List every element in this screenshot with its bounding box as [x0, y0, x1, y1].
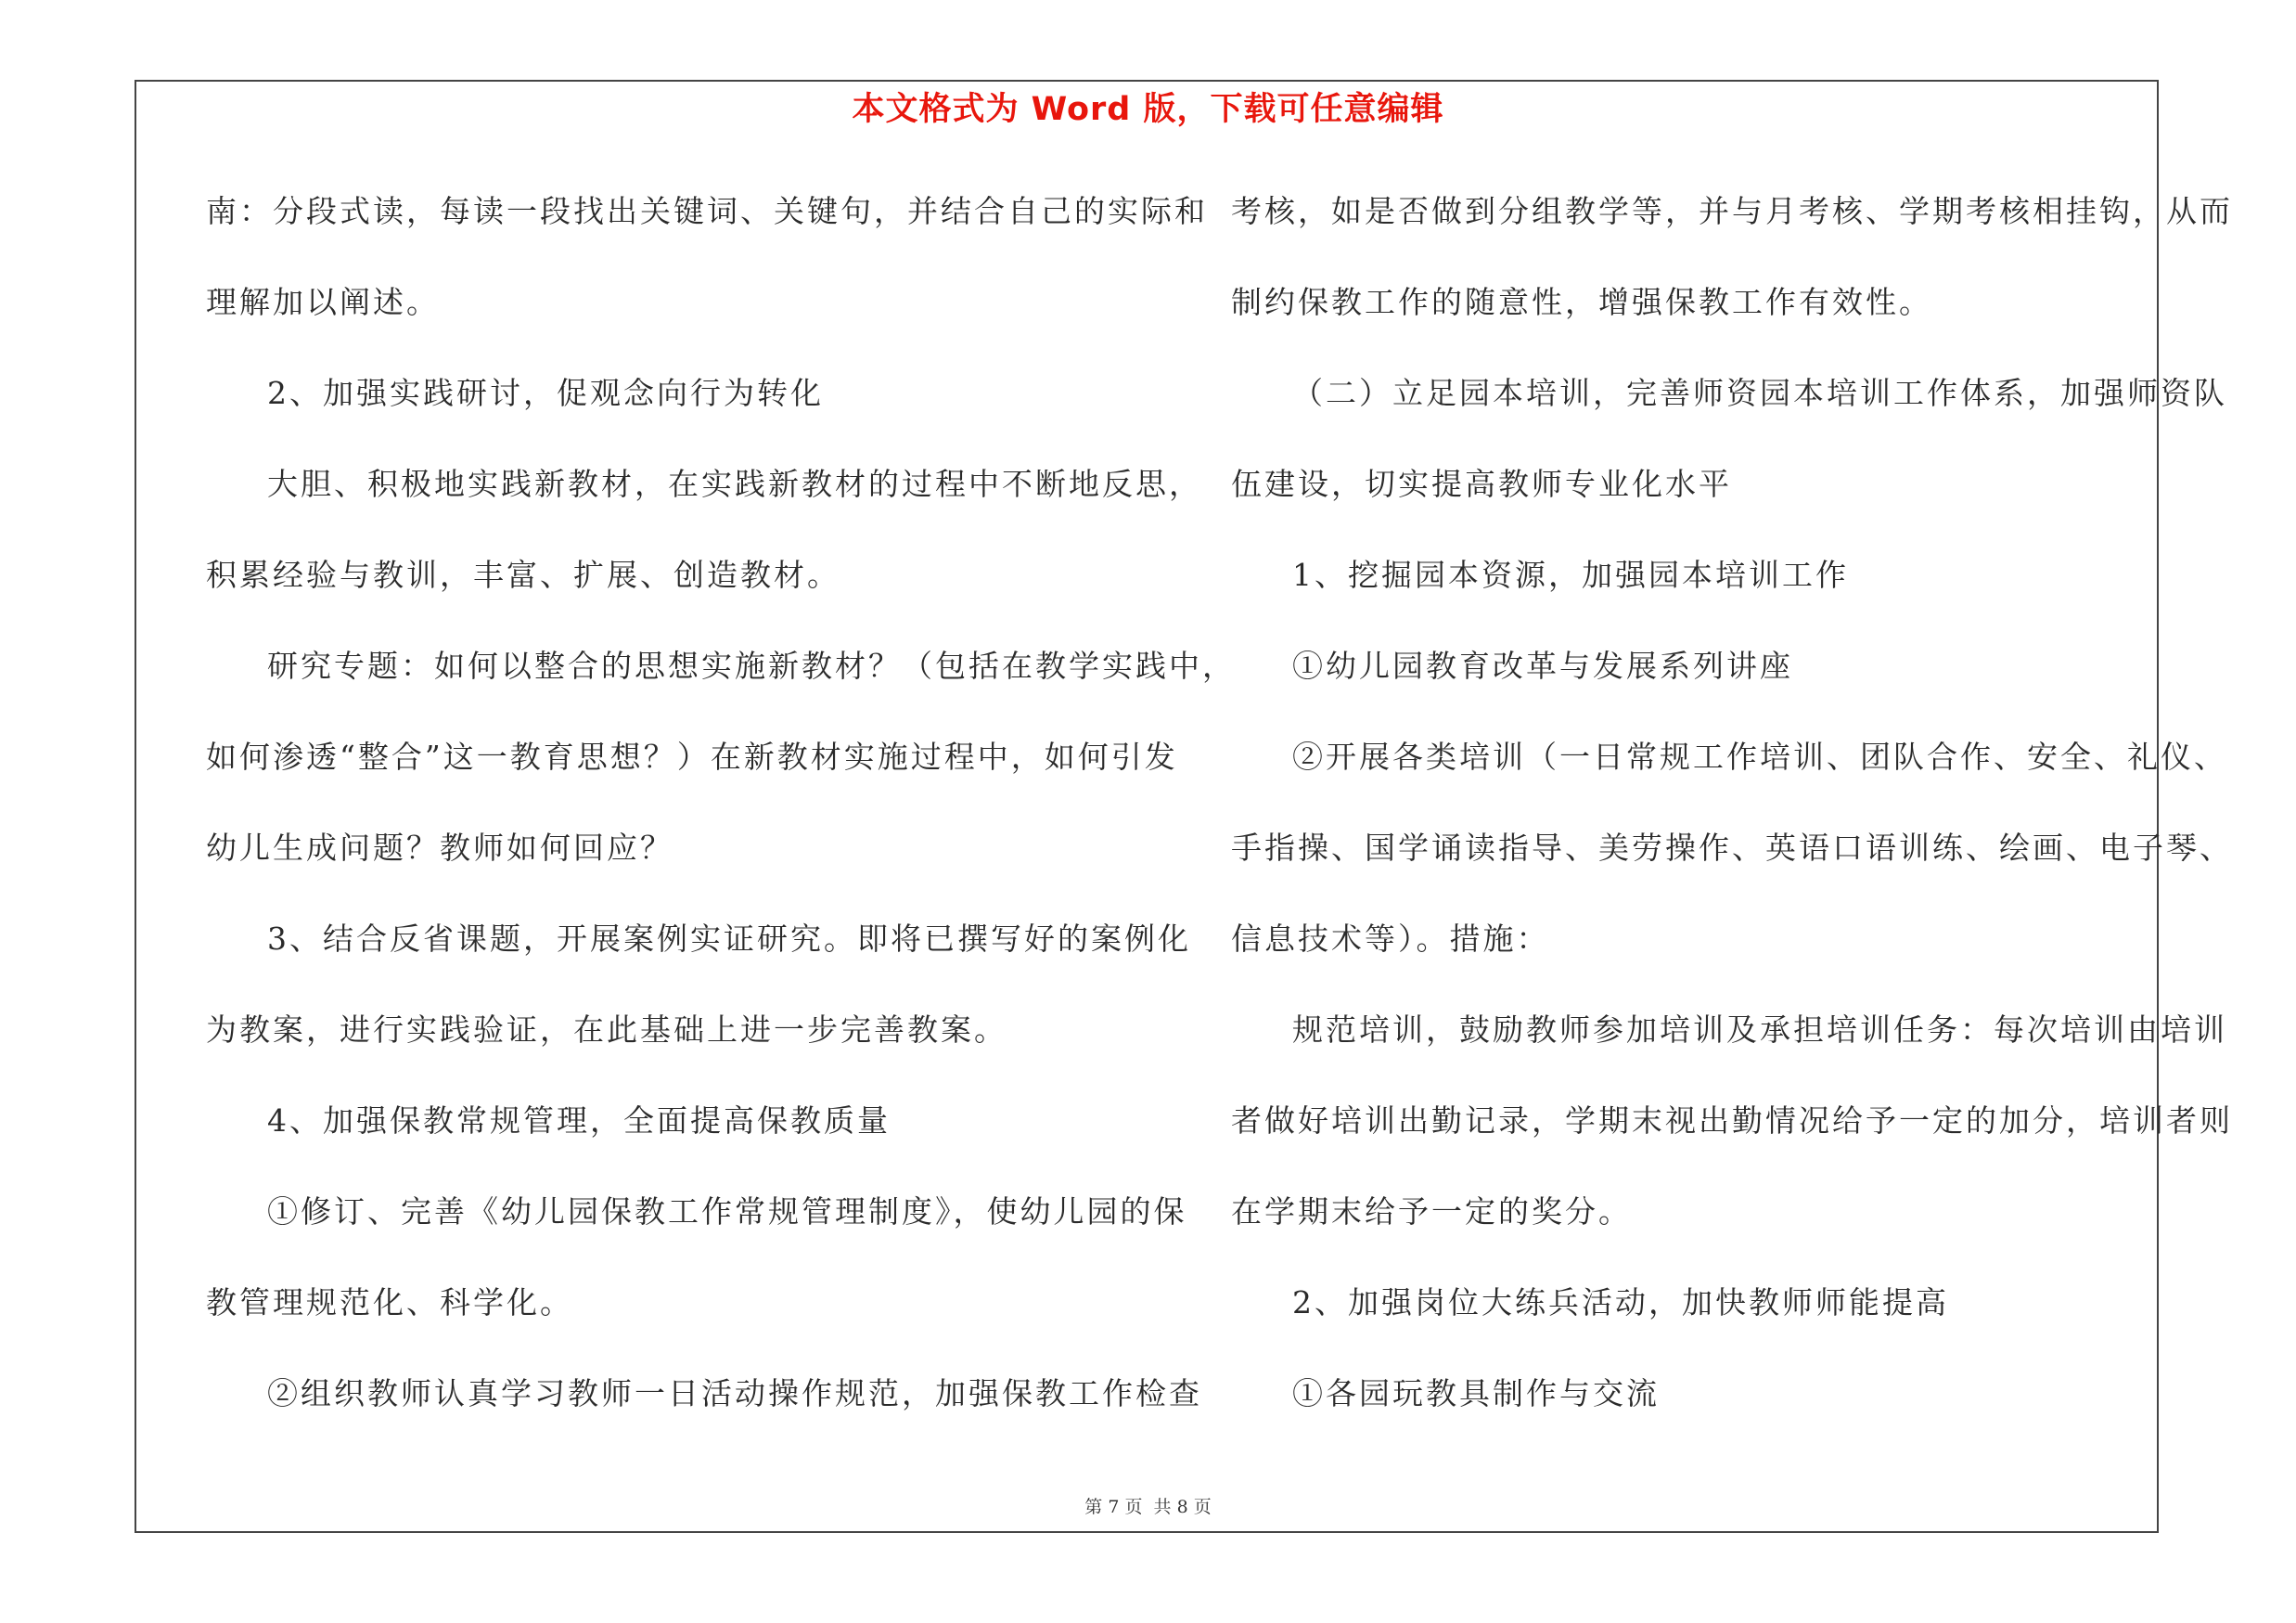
text-line: 考核，如是否做到分组教学等，并与月考核、学期考核相挂钩，从而: [1231, 193, 2233, 229]
text-line: 信息技术等）。措施：: [1231, 921, 1550, 957]
text-line: 者做好培训出勤记录，学期末视出勤情况给予一定的加分，培训者则: [1231, 1102, 2233, 1139]
text-line: 伍建设，切实提高教师专业化水平: [1231, 466, 1732, 502]
text-line: 幼儿生成问题？教师如何回应？: [206, 830, 673, 866]
left-column: [206, 186, 1236, 1459]
text-line: 制约保教工作的随意性，增强保教工作有效性。: [1231, 284, 1932, 320]
text-line: 积累经验与教训，丰富、扩展、创造教材。: [206, 557, 840, 593]
text-line: 3、结合反省课题，开展案例实证研究。即将已撰写好的案例化: [267, 921, 1191, 957]
format-banner: 本文格式为 Word 版，下载可任意编辑: [852, 91, 1444, 128]
right-column: [1231, 186, 2233, 1459]
text-line: ①幼儿园教育改革与发展系列讲座: [1292, 648, 1793, 684]
text-line: 规范培训，鼓励教师参加培训及承担培训任务：每次培训由培训: [1292, 1011, 2227, 1048]
text-line: 南：分段式读，每读一段找出关键词、关键句，并结合自己的实际和: [206, 193, 1208, 229]
text-line: 大胆、积极地实践新教材，在实践新教材的过程中不断地反思，: [267, 466, 1202, 502]
text-line: 1、挖掘园本资源，加强园本培训工作: [1292, 557, 1849, 593]
text-line: 为教案，进行实践验证，在此基础上进一步完善教案。: [206, 1011, 1007, 1048]
text-line: ①各园玩教具制作与交流: [1292, 1375, 1660, 1411]
text-line: ②组织教师认真学习教师一日活动操作规范，加强保教工作检查: [267, 1375, 1202, 1411]
text-line: ②开展各类培训（一日常规工作培训、团队合作、安全、礼仪、: [1292, 739, 2227, 775]
text-line: 手指操、国学诵读指导、美劳操作、英语口语训练、绘画、电子琴、: [1231, 830, 2233, 866]
text-line: 研究专题：如何以整合的思想实施新教材？（包括在教学实践中，: [267, 648, 1236, 684]
text-line: 2、加强岗位大练兵活动，加快教师师能提高: [1292, 1284, 1949, 1320]
text-line: 教管理规范化、科学化。: [206, 1284, 573, 1320]
text-line: 4、加强保教常规管理，全面提高保教质量: [267, 1102, 891, 1139]
text-line: 在学期末给予一定的奖分。: [1231, 1193, 1632, 1230]
text-line: （二）立足园本培训，完善师资园本培训工作体系，加强师资队: [1292, 375, 2227, 411]
text-line: 理解加以阐述。: [206, 284, 440, 320]
text-line: ①修订、完善《幼儿园保教工作常规管理制度》，使幼儿园的保: [267, 1193, 1187, 1230]
text-line: 2、加强实践研讨，促观念向行为转化: [267, 375, 824, 411]
text-line: 如何渗透“整合”这一教育思想？）在新教材实施过程中，如何引发: [206, 739, 1178, 775]
page-number-footer: 第 7 页 共 8 页: [1084, 1497, 1212, 1517]
